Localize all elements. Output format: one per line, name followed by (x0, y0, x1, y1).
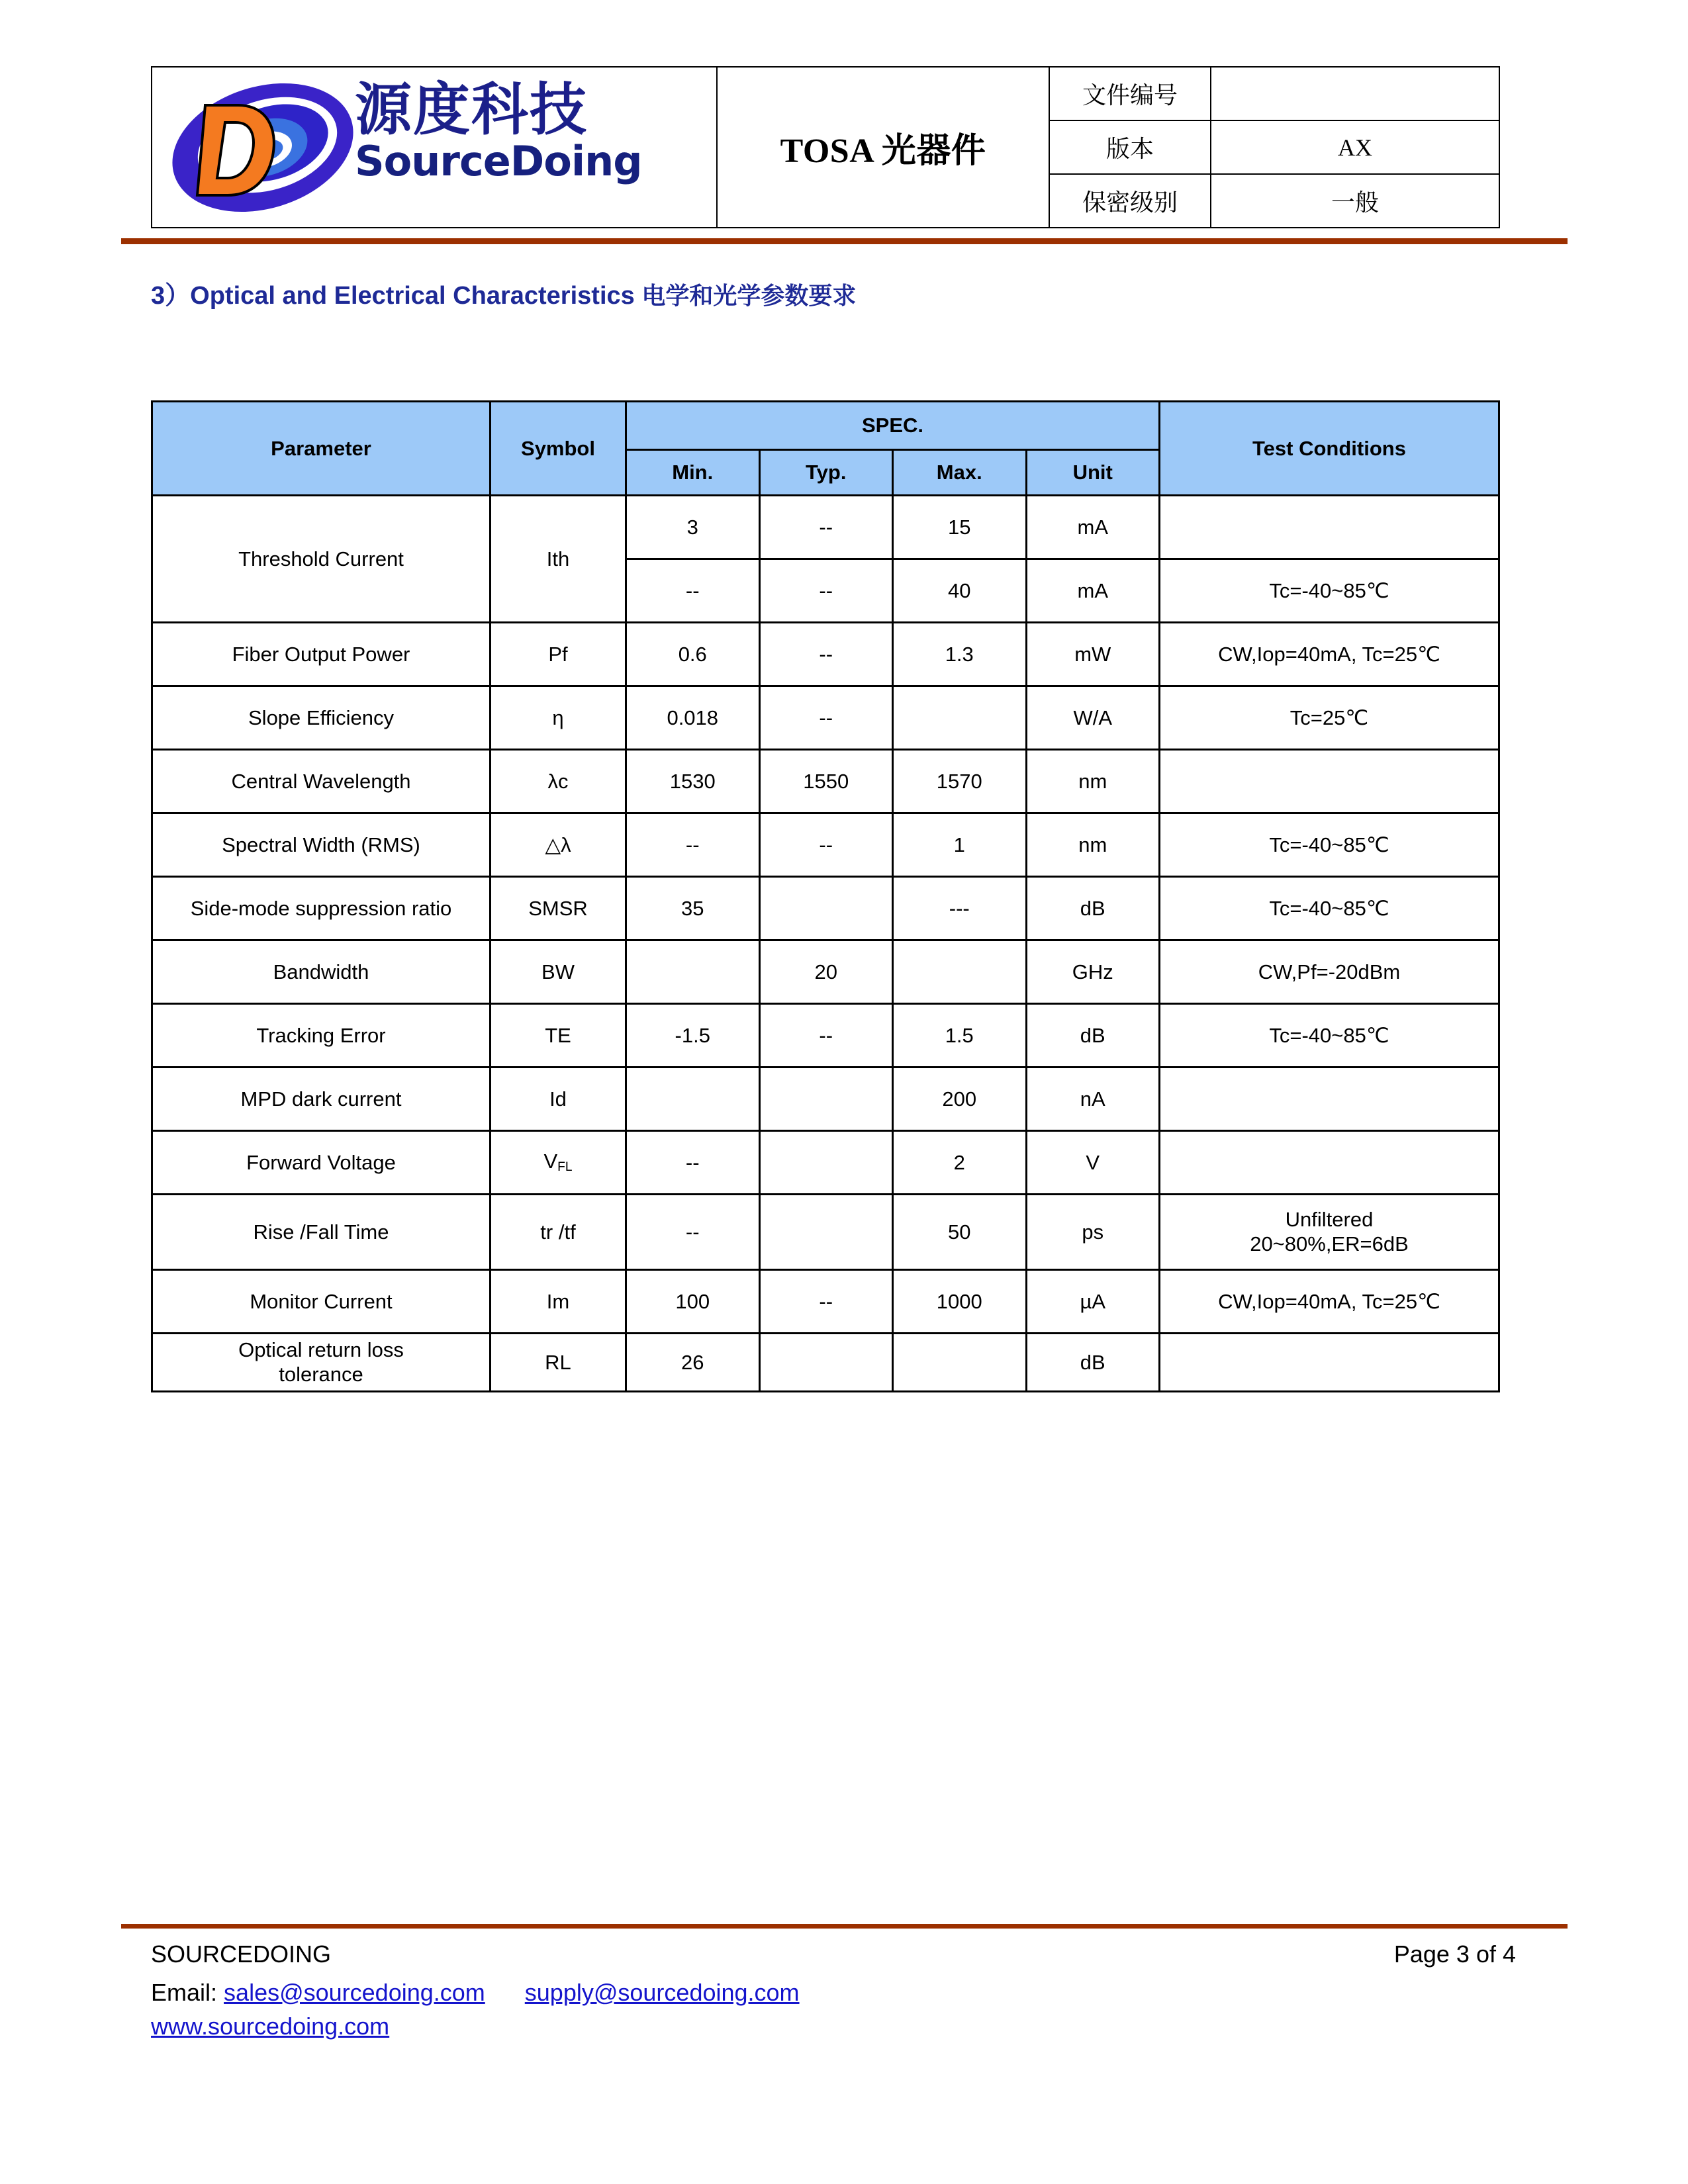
table-row (152, 1004, 1499, 1068)
cell-unit: nA (1026, 1068, 1160, 1131)
cell-unit: ps (1026, 1195, 1160, 1270)
sourcedoing-logo-icon (167, 81, 359, 214)
meta-value-version: AX (1211, 120, 1499, 174)
cell-test-condition-line2: 20~80%,ER=6dB (1250, 1232, 1409, 1255)
cell-typ (759, 877, 893, 940)
cell-max: --- (893, 877, 1027, 940)
cell-symbol: TE (491, 1004, 626, 1068)
cell-parameter: Threshold Current (152, 496, 491, 623)
symbol-subscript: FL (557, 1160, 573, 1175)
footer-company-name: SOURCEDOING (151, 1940, 332, 1968)
cell-max: 1.3 (893, 623, 1027, 686)
column-header-max: Max. (893, 450, 1027, 496)
cell-parameter: Slope Efficiency (152, 686, 491, 750)
cell-test-condition (1160, 1068, 1499, 1131)
cell-symbol: SMSR (491, 877, 626, 940)
cell-unit: dB (1026, 1334, 1160, 1392)
cell-typ: 20 (759, 940, 893, 1004)
footer-email-label: Email: (151, 1979, 218, 2006)
cell-min (626, 1068, 760, 1131)
cell-test-condition (1160, 1131, 1499, 1195)
cell-symbol (491, 1131, 626, 1195)
cell-min: -- (626, 1131, 760, 1195)
column-header-symbol: Symbol (491, 402, 626, 496)
cell-parameter: Central Wavelength (152, 750, 491, 813)
footer-email-supply-link[interactable]: supply@sourcedoing.com (524, 1979, 800, 2006)
cell-unit: nm (1026, 813, 1160, 877)
meta-value-confidentiality: 一般 (1211, 174, 1499, 228)
cell-typ (759, 1195, 893, 1270)
column-header-min: Min. (626, 450, 760, 496)
meta-label-doc-number: 文件编号 (1049, 67, 1211, 120)
footer-divider-rule (121, 1924, 1568, 1929)
cell-unit: dB (1026, 1004, 1160, 1068)
logo-chinese-name: 源度科技 (355, 76, 588, 143)
cell-parameter: Spectral Width (RMS) (152, 813, 491, 877)
cell-parameter: Rise /Fall Time (152, 1195, 491, 1270)
table-row (152, 1131, 1499, 1195)
cell-test-condition-line1: Unfiltered (1285, 1207, 1374, 1231)
footer-page-number: Page 3 of 4 (1393, 1940, 1516, 1968)
cell-parameter: Monitor Current (152, 1270, 491, 1334)
section-number: 3） (151, 282, 191, 310)
cell-symbol: Ith (491, 496, 626, 623)
table-row (152, 623, 1499, 686)
cell-typ (759, 1068, 893, 1131)
header-divider-rule (121, 238, 1568, 244)
cell-min: 3 (626, 496, 760, 559)
cell-max (893, 686, 1027, 750)
cell-typ: 1550 (759, 750, 893, 813)
cell-max: 2 (893, 1131, 1027, 1195)
cell-typ: -- (759, 623, 893, 686)
cell-typ (759, 1131, 893, 1195)
document-header-table (151, 66, 1500, 228)
cell-test-condition: Tc=-40~85℃ (1160, 813, 1499, 877)
meta-label-confidentiality: 保密级别 (1049, 174, 1211, 228)
cell-symbol: Im (491, 1270, 626, 1334)
footer-website-link[interactable]: www.sourcedoing.com (151, 2012, 390, 2040)
cell-unit: µA (1026, 1270, 1160, 1334)
section-title-cn: 电学和光学参数要求 (641, 283, 857, 310)
cell-typ: -- (759, 686, 893, 750)
cell-symbol: BW (491, 940, 626, 1004)
table-row (152, 813, 1499, 877)
section-heading (151, 275, 856, 311)
cell-parameter: Forward Voltage (152, 1131, 491, 1195)
cell-min: -- (626, 559, 760, 623)
cell-max: 50 (893, 1195, 1027, 1270)
cell-test-condition (1160, 1195, 1499, 1270)
cell-symbol: Id (491, 1068, 626, 1131)
cell-max: 1000 (893, 1270, 1027, 1334)
table-row (152, 496, 1499, 559)
cell-min: -1.5 (626, 1004, 760, 1068)
cell-test-condition (1160, 1334, 1499, 1392)
cell-unit: mW (1026, 623, 1160, 686)
cell-max (893, 940, 1027, 1004)
logo (163, 76, 706, 219)
cell-test-condition (1160, 496, 1499, 559)
column-header-unit: Unit (1026, 450, 1160, 496)
cell-typ: -- (759, 813, 893, 877)
cell-test-condition: CW,Pf=-20dBm (1160, 940, 1499, 1004)
page-footer (151, 1939, 1541, 2042)
document-title: TOSA 光器件 (717, 67, 1049, 228)
footer-top-row (151, 1939, 1541, 1971)
column-header-test-conditions: Test Conditions (1160, 402, 1499, 496)
table-row (152, 940, 1499, 1004)
footer-website-row (151, 2011, 1541, 2042)
cell-unit: W/A (1026, 686, 1160, 750)
cell-typ (759, 1334, 893, 1392)
section-title-en: Optical and Electrical Characteristics (190, 282, 635, 310)
cell-parameter-line1: Optical return loss (238, 1338, 404, 1361)
cell-max: 200 (893, 1068, 1027, 1131)
footer-email-sales-link[interactable]: sales@sourcedoing.com (224, 1979, 485, 2006)
cell-min: 0.018 (626, 686, 760, 750)
cell-max: 40 (893, 559, 1027, 623)
cell-max: 15 (893, 496, 1027, 559)
company-logo-cell (152, 67, 717, 228)
cell-test-condition (1160, 750, 1499, 813)
table-row (152, 1270, 1499, 1334)
cell-min: -- (626, 1195, 760, 1270)
cell-min: 100 (626, 1270, 760, 1334)
cell-min: 26 (626, 1334, 760, 1392)
cell-parameter: Side-mode suppression ratio (152, 877, 491, 940)
cell-unit: nm (1026, 750, 1160, 813)
cell-unit: dB (1026, 877, 1160, 940)
cell-min: 0.6 (626, 623, 760, 686)
cell-unit: V (1026, 1131, 1160, 1195)
cell-test-condition: Tc=25℃ (1160, 686, 1499, 750)
column-header-parameter: Parameter (152, 402, 491, 496)
cell-max: 1 (893, 813, 1027, 877)
logo-wordmark (355, 76, 699, 185)
cell-symbol: λc (491, 750, 626, 813)
cell-symbol: RL (491, 1334, 626, 1392)
meta-value-doc-number (1211, 67, 1499, 120)
cell-symbol: tr /tf (491, 1195, 626, 1270)
cell-parameter: Fiber Output Power (152, 623, 491, 686)
cell-test-condition: CW,Iop=40mA, Tc=25℃ (1160, 623, 1499, 686)
logo-english-name: SourceDoing (355, 136, 642, 185)
meta-label-version: 版本 (1049, 120, 1211, 174)
cell-symbol: Pf (491, 623, 626, 686)
column-header-spec: SPEC. (626, 402, 1160, 450)
cell-test-condition: Tc=-40~85℃ (1160, 559, 1499, 623)
cell-unit: GHz (1026, 940, 1160, 1004)
cell-parameter: Tracking Error (152, 1004, 491, 1068)
table-row (152, 1068, 1499, 1131)
cell-typ: -- (759, 1270, 893, 1334)
table-row (152, 877, 1499, 940)
cell-parameter-line2: tolerance (279, 1362, 363, 1386)
cell-unit: mA (1026, 496, 1160, 559)
cell-max: 1570 (893, 750, 1027, 813)
cell-typ: -- (759, 1004, 893, 1068)
cell-unit: mA (1026, 559, 1160, 623)
cell-parameter: Bandwidth (152, 940, 491, 1004)
column-header-typ: Typ. (759, 450, 893, 496)
optical-electrical-characteristics-table (151, 400, 1500, 1392)
cell-test-condition: Tc=-40~85℃ (1160, 877, 1499, 940)
cell-symbol: △λ (491, 813, 626, 877)
cell-min: 35 (626, 877, 760, 940)
cell-max (893, 1334, 1027, 1392)
cell-min: -- (626, 813, 760, 877)
cell-test-condition: CW,Iop=40mA, Tc=25℃ (1160, 1270, 1499, 1334)
cell-test-condition: Tc=-40~85℃ (1160, 1004, 1499, 1068)
cell-symbol: η (491, 686, 626, 750)
cell-min: 1530 (626, 750, 760, 813)
table-row (152, 686, 1499, 750)
cell-min (626, 940, 760, 1004)
cell-parameter: MPD dark current (152, 1068, 491, 1131)
cell-typ: -- (759, 559, 893, 623)
cell-max: 1.5 (893, 1004, 1027, 1068)
table-row (152, 750, 1499, 813)
table-row (152, 1334, 1499, 1392)
cell-parameter (152, 1334, 491, 1392)
footer-email-row (151, 1978, 1541, 2009)
symbol-base: V (543, 1150, 558, 1173)
table-row (152, 1195, 1499, 1270)
cell-typ: -- (759, 496, 893, 559)
